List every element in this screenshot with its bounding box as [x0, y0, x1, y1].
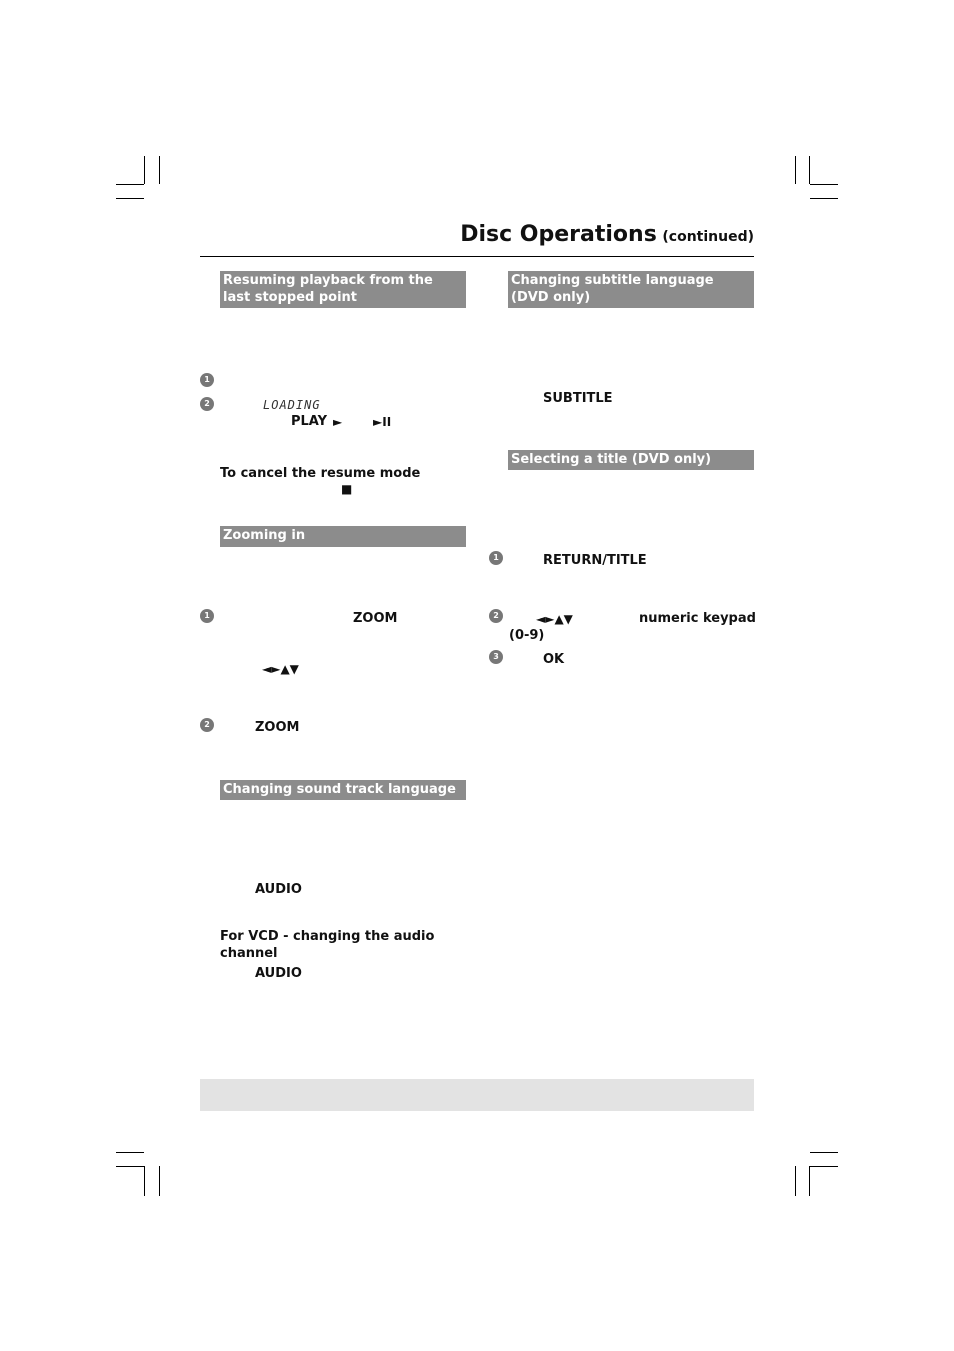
section-heading-resume: Resuming playback from the last stopped point [220, 271, 466, 308]
step-number: 3 [489, 650, 503, 664]
crop-mark [116, 198, 144, 199]
crop-mark [116, 1152, 144, 1153]
step-number: 1 [200, 373, 214, 387]
step-number: 1 [489, 551, 503, 565]
crop-mark [116, 184, 144, 185]
crop-mark [144, 156, 145, 184]
stop-icon: ■ [341, 482, 353, 496]
for-vcd-label: For VCD - changing the audio [220, 929, 435, 944]
crop-mark [810, 1152, 838, 1153]
step-number: 2 [489, 609, 503, 623]
play-icon: ► [333, 415, 343, 429]
step-number: 2 [200, 718, 214, 732]
crop-mark [795, 156, 796, 184]
section-heading-title-select: Selecting a title (DVD only) [508, 450, 754, 470]
ok-label: OK [543, 652, 565, 667]
play-label: PLAY [291, 414, 328, 429]
keypad-range-label: (0-9) [509, 628, 545, 643]
arrow-keys-icon: ◄►▲▼ [536, 612, 573, 626]
section-heading-zoom: Zooming in [220, 526, 466, 547]
crop-mark [795, 1166, 796, 1196]
loading-display: LOADING [263, 398, 321, 412]
audio-label: AUDIO [255, 882, 302, 897]
crop-mark [159, 156, 160, 184]
section-heading-subtitle: Changing subtitle language (DVD only) [508, 271, 754, 308]
page-title [460, 222, 754, 247]
subtitle-label: SUBTITLE [543, 391, 613, 406]
audio-label: AUDIO [255, 966, 302, 981]
crop-mark [809, 1166, 810, 1196]
crop-mark [144, 1166, 145, 1196]
return-title-label: RETURN/TITLE [543, 553, 647, 568]
crop-mark [809, 156, 810, 184]
step-number: 2 [200, 397, 214, 411]
play-pause-icon: ►II [373, 415, 392, 429]
zoom-label: ZOOM [353, 611, 398, 626]
channel-label: channel [220, 946, 278, 961]
numeric-keypad-label: numeric keypad [639, 611, 756, 626]
footer-band [200, 1079, 754, 1111]
title-rule [200, 256, 754, 257]
section-heading-soundtrack: Changing sound track language [220, 780, 466, 800]
crop-mark [810, 198, 838, 199]
zoom-label: ZOOM [255, 720, 300, 735]
page-title-main: Disc Operations [460, 222, 657, 247]
page-title-continued: (continued) [662, 229, 754, 245]
arrow-keys-icon: ◄►▲▼ [262, 662, 299, 676]
crop-mark [116, 1166, 144, 1167]
cancel-resume-label: To cancel the resume mode [220, 466, 421, 481]
step-number: 1 [200, 609, 214, 623]
crop-mark [810, 1166, 838, 1167]
crop-mark [159, 1166, 160, 1196]
crop-mark [810, 184, 838, 185]
